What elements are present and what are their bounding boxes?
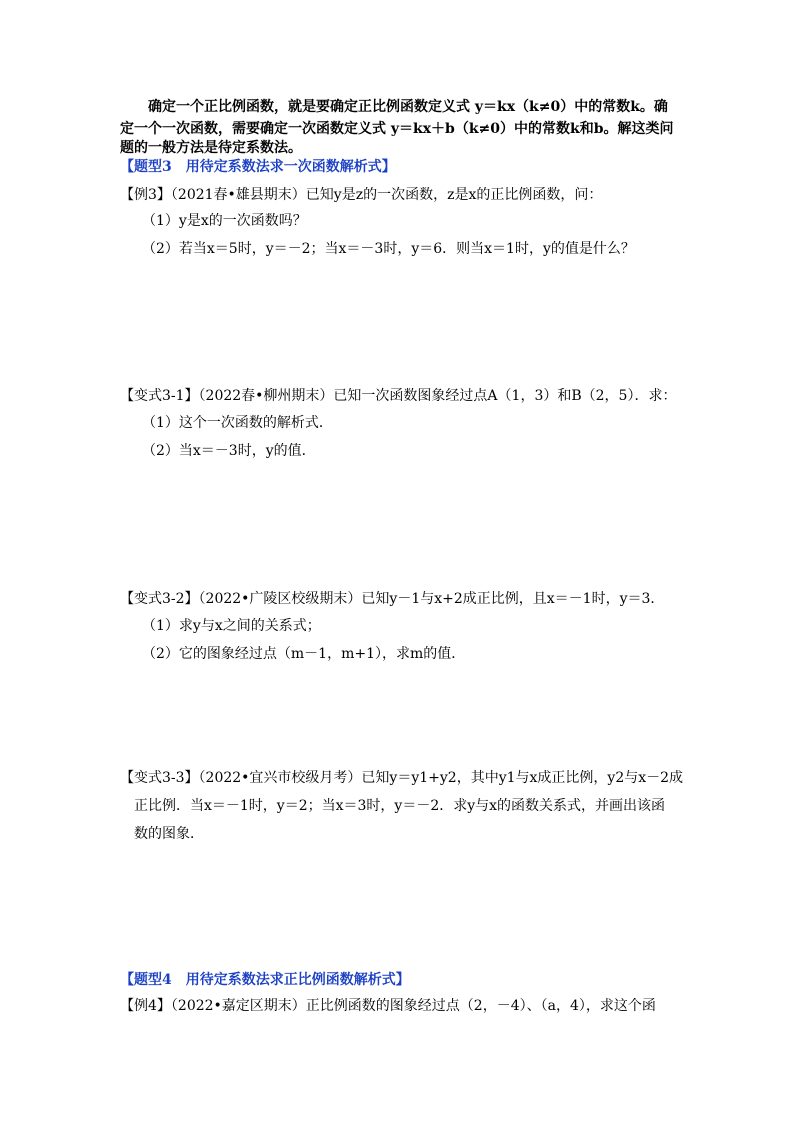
variant3-3-line-3: 数的图象． <box>134 826 204 842</box>
example3-q2: （2）若当x＝5时，y＝－2；当x＝－3时，y＝6．则当x＝1时，y的值是什么？ <box>142 241 635 257</box>
variant3-3-stem: 【变式3-3】（2022•宜兴市校级月考）已知y＝y1+y2，其中y1与x成正比例，y2与x－2成 <box>120 770 684 786</box>
variant3-1-stem: 【变式3-1】（2022春•柳州期末）已知一次函数图象经过点A（1，3）和B（2，5）．求： <box>120 388 677 404</box>
variant3-1-q1: （1）这个一次函数的解析式． <box>142 415 333 431</box>
intro-line-1: 确定一个正比例函数，就是要确定正比例函数定义式 y＝kx（k≠0）中的常数k。确 <box>148 99 668 115</box>
variant3-2-q2: （2）它的图象经过点（m－1，m+1），求m的值． <box>142 646 466 662</box>
intro-line-2: 定一个一次函数，需要确定一次函数定义式 y＝kx＋b（k≠0）中的常数k和b。解这类问 <box>120 121 674 137</box>
variant3-1-q2: （2）当x＝－3时，y的值． <box>142 443 316 459</box>
variant3-3-line-2: 正比例．当x＝－1时，y＝2；当x＝3时，y＝－2．求y与x的函数关系式，并画出该函 <box>134 798 666 814</box>
example4-stem: 【例4】（2022•嘉定区期末）正比例函数的图象经过点（2，－4）、（a，4），求这个函 <box>120 998 656 1014</box>
type4-heading: 【题型4 用待定系数法求正比例函数解析式】 <box>120 972 410 988</box>
type3-heading: 【题型3 用待定系数法求一次函数解析式】 <box>120 159 396 175</box>
intro-line-3: 题的一般方法是待定系数法。 <box>120 140 302 156</box>
example3-q1: （1）y是x的一次函数吗？ <box>142 213 307 229</box>
example3-stem: 【例3】（2021春•雄县期末）已知y是z的一次函数，z是x的正比例函数，问： <box>120 187 603 203</box>
variant3-2-q1: （1）求y与x之间的关系式； <box>142 618 321 634</box>
variant3-2-stem: 【变式3-2】（2022•广陵区校级期末）已知y－1与x+2成正比例，且x＝－1时，y＝3． <box>120 591 665 607</box>
